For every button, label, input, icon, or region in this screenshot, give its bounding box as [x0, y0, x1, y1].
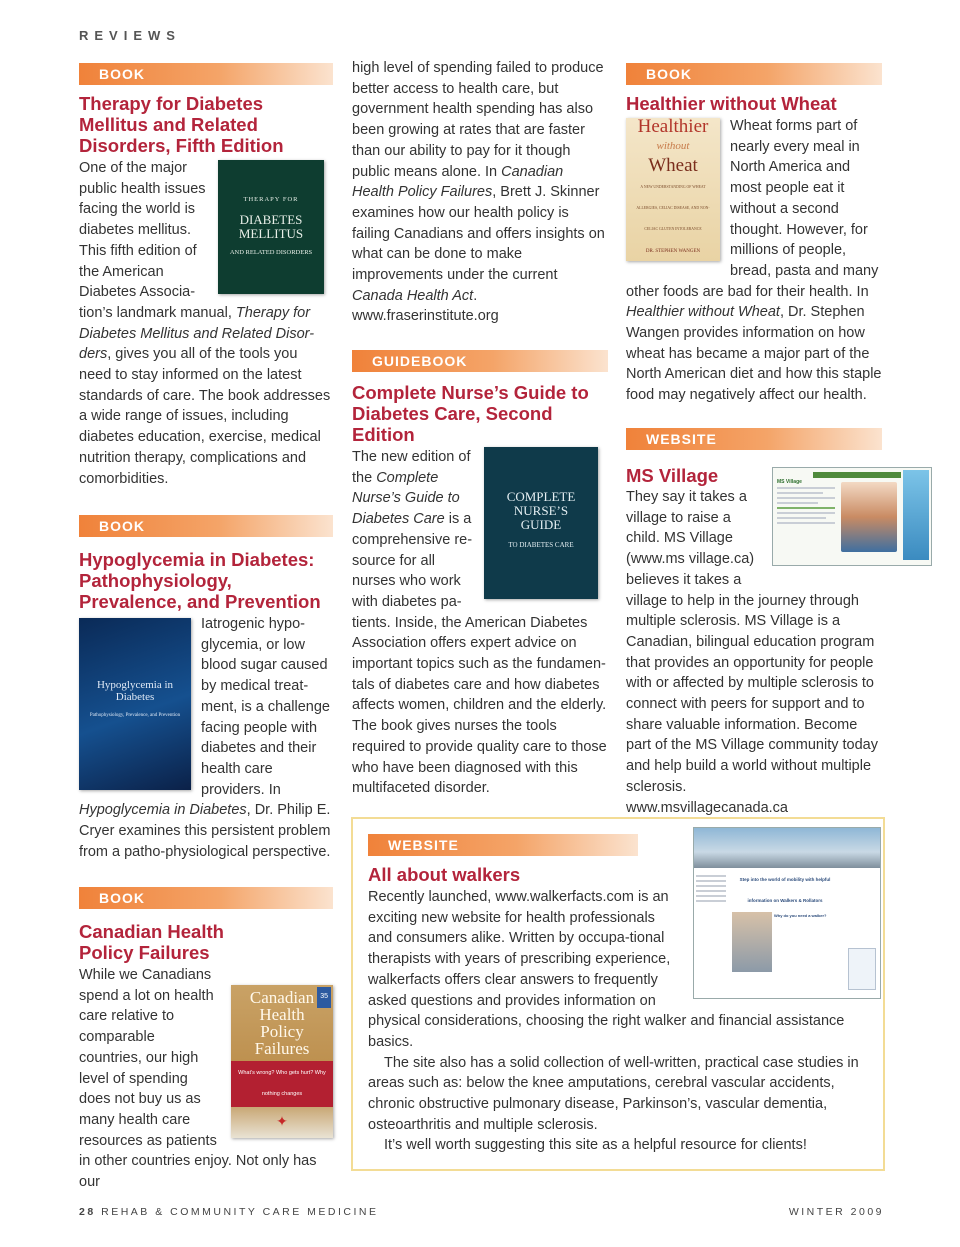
cover-title: DIABETES MELLITUS — [238, 212, 304, 241]
review-walkers — [368, 834, 868, 1156]
cover-title-line2: without — [656, 139, 690, 152]
book-cover-therapy — [218, 160, 324, 294]
category-tag: BOOK — [79, 515, 333, 537]
review-ms-village — [626, 428, 882, 818]
review-wheat — [626, 63, 882, 406]
column-2 — [352, 58, 608, 797]
review-body-3: It’s well worth suggesting this site as a helpful resource for clients! — [384, 1137, 807, 1154]
maple-leaf-icon: ✦ — [276, 1114, 288, 1130]
review-body-2: The site also has a solid collection of well-written, practical case studies in areas such as: below the knee amputations, cerebral vascular accidents, chronic obstructive pulmonary disease, Parkinson’s, vascular dementia, osteoarthritis and multiple sclerosis. — [368, 1054, 859, 1133]
cover-title: COMPLETE NURSE’S GUIDE — [506, 489, 576, 533]
ms-village-website-screenshot — [772, 467, 932, 566]
page-number: 28 — [79, 1206, 96, 1218]
cover-badge: 35 — [317, 987, 331, 1008]
review-nurse-guide — [352, 350, 608, 799]
cover-author: DR. STEPHEN WANGEN — [645, 248, 701, 254]
review-title: Therapy for Diabetes Mellitus and Related Disorders, Fifth Edition — [79, 93, 284, 156]
review-title: All about walkers — [368, 864, 521, 885]
book-cover-canadian — [231, 985, 333, 1138]
cover-title: Canadian Health Policy Failures — [249, 988, 315, 1059]
review-body-continued: high level of spending failed to produce better access to health care, but government health spending has also been growing at rates that are faster than our ability to pay for it though public means alone. In Canadian Health Policy Failures, Brett J. Skinner examines how our health policy is failing Canadians and offers insights on what can be done to make improvements under the current Canada Health Act. www.fraserinstitute.org — [352, 60, 605, 325]
cover-subtitle: What’s wrong? Who gets hurt? Why nothing changes — [231, 1061, 333, 1106]
cover-title-line1: Healthier — [637, 115, 709, 137]
cover-subtitle: TO DIABETES CARE — [508, 541, 574, 550]
cover-subtitle: AND RELATED DISORDERS — [229, 249, 313, 256]
issue-date: WINTER 2009 — [788, 1206, 884, 1218]
review-url[interactable]: www.fraserinstitute.org — [352, 308, 499, 325]
review-body: Healthier without Wheat A NEW UNDERSTANDING OF WHEAT ALLERGIES, CELIAC DISEASE, AND NON-CELIAC GLUTEN INTOLERANCE DR. STEPHEN WANGEN Wheat forms part of nearly every meal in North America and most people eat it without a second thought. However, for millions of people, bread, pasta and many other foods are bad for their health. In Healthier without Wheat, Dr. Stephen Wangen provides information on how wheat has became a major part of the North American diet and how this staple food may negatively affect our health. — [626, 115, 882, 404]
category-tag: BOOK — [626, 63, 882, 85]
cover-line: THERAPY FOR — [243, 196, 299, 204]
site-heading: Step into the world of mobility with helpful information on Walkers & Rollators — [739, 877, 831, 903]
book-cover-nurse-guide — [484, 447, 598, 599]
review-hypoglycemia — [79, 515, 333, 862]
review-body: Hypoglycemia in Diabetes Pathophysiology, Prevalence, and Prevention Iatrogenic hypo-glycemia, or low blood sugar caused by medical treat-ment, is a challenge facing people with diabetes and their health care providers. In Hypoglycemia in Diabetes, Dr. Philip E. Cryer examines this persistent problem from a patho-physiological perspective. — [79, 616, 331, 860]
site-logo: MS Village — [777, 479, 802, 485]
review-therapy — [79, 63, 333, 489]
review-walkers-box — [351, 817, 885, 1171]
site-sidebar — [696, 872, 726, 905]
cover-title: Hypoglycemia in Diabetes — [96, 678, 174, 703]
site-photo — [841, 482, 897, 552]
book-cover-hypoglycemia — [79, 618, 191, 790]
column-1 — [79, 63, 333, 1191]
review-body: THERAPY FOR DIABETES MELLITUS AND RELATED DISORDERS One of the major public health issues facing the world is diabetes mellitus. This fifth edition of the American Diabetes Associa-tion’s landmark manual, Therapy for Diabetes Mellitus and Related Disor-ders, gives you all of the tools you need to stay informed on the latest standards of care. The book addresses a wide range of issues, including diabetes education, exercise, medical nutrition therapy, complications and comorbidities. — [79, 160, 331, 487]
site-header-photo — [694, 828, 880, 868]
column-3 — [626, 63, 882, 816]
site-text-lines — [777, 484, 835, 527]
review-canadian-health — [79, 887, 333, 1193]
site-photo-walker — [732, 912, 772, 972]
section-label: REVIEWS — [79, 28, 181, 43]
cover-subtitle: A NEW UNDERSTANDING OF WHEAT ALLERGIES, CELIAC DISEASE, AND NON-CELIAC GLUTEN INTOLERANCE — [636, 185, 710, 231]
category-tag: WEBSITE — [626, 428, 882, 450]
review-body: Step into the world of mobility with helpful information on Walkers & Rollators Why do you need a walker? Recently launched, www.walkerfacts.com is an exciting new website for health professionals and consumers alike. Written by occupa-tional therapists with years of prescribing experience, walkerfacts offers clear answers to frequently asked questions and provides information on physical considerations, choosing the right walker and financial assistance basics. — [368, 887, 868, 1053]
category-tag: BOOK — [79, 63, 333, 85]
site-subheading: Why do you need a walker? — [774, 913, 827, 918]
site-nav — [813, 472, 901, 478]
magazine-name: REHAB & COMMUNITY CARE MEDICINE — [101, 1206, 379, 1218]
review-title: Hypoglycemia in Diabetes: Pathophysiology, Prevalence, and Prevention — [79, 549, 321, 612]
category-tag: BOOK — [79, 887, 333, 909]
cover-title-line3: Wheat — [648, 155, 698, 177]
footer-left — [79, 1206, 379, 1218]
review-title: Complete Nurse’s Guide to Diabetes Care, Second Edition — [352, 382, 589, 445]
site-banner — [903, 470, 929, 560]
walkerfacts-website-screenshot — [693, 827, 881, 999]
review-body: COMPLETE NURSE’S GUIDE TO DIABETES CARE The new edition of the Complete Nurse’s Guide to Diabetes Care is a comprehensive re-source for all nurses who work with diabetes pa-tients. Inside, the American Diabetes Association offers expert advice on important topics such as the fundamen-tals of diabetes care and how diabetes affects women, children and the elderly. The book gives nurses the tools required to provide quality care to those who have been diagnosed with this multifaceted disorder. — [352, 449, 607, 797]
review-body: 35 Canadian Health Policy Failures What’s wrong? Who gets hurt? Why nothing changes ✦ While we Canadians spend a lot on health care relative to comparable countries, our high level of spending does not buy us as many health care resources as patients in other countries enjoy. Not only has our — [79, 965, 333, 1193]
review-title: Canadian Health Policy Failures — [79, 921, 224, 963]
review-url[interactable]: www.msvillagecanada.ca — [626, 799, 788, 816]
cover-subtitle: Pathophysiology, Prevalence, and Prevention — [89, 712, 181, 718]
review-body: MS Village They say it takes a village to raise a child. MS Village (www.ms village.ca) believes it takes a village to help in the journey through multiple sclerosis. MS Village is a Canadian, bilingual education program that provides an opportunity for people with or affected by multiple sclerosis to connect with peers for support and to share valuable information. Become part of the MS Village community today and help build a world without multiple sclerosis. www.msvillagecanada.ca — [626, 487, 882, 818]
site-logo-badge — [848, 948, 876, 990]
review-title: Healthier without Wheat — [626, 93, 837, 114]
category-tag: WEBSITE — [368, 834, 638, 856]
category-tag: GUIDEBOOK — [352, 350, 608, 372]
book-cover-wheat — [626, 115, 720, 261]
review-title: MS Village — [626, 465, 719, 486]
